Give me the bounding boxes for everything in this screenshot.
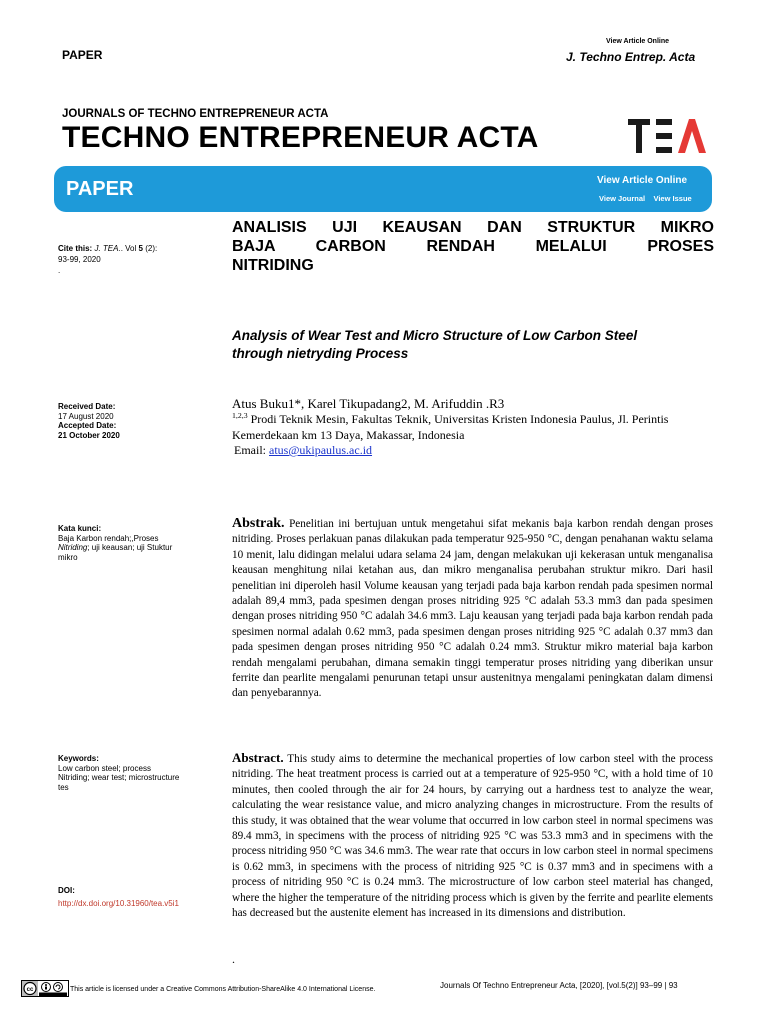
tea-logo xyxy=(628,118,706,154)
title-line-3: NITRIDING xyxy=(232,257,314,274)
logo-letter-a xyxy=(678,119,706,153)
keywords-line-2: Nitriding; wear test; microstructure xyxy=(58,773,180,783)
cite-dot: . xyxy=(58,266,61,275)
cc-license-badge[interactable] xyxy=(21,980,69,997)
keywords-line-1: Low carbon steel; process xyxy=(58,763,151,773)
kata-kunci xyxy=(58,524,198,562)
view-issue-link[interactable]: View Issue xyxy=(653,194,692,203)
kata-line-1: Baja Karbon rendah;,Proses xyxy=(58,533,159,543)
article-dates xyxy=(58,402,198,440)
keywords xyxy=(58,754,198,792)
kata-italic: Nitriding xyxy=(58,543,88,553)
keywords-line-3: tes xyxy=(58,782,69,792)
doi-link[interactable]: http://dx.doi.org/10.31960/tea.v5i1 xyxy=(58,899,179,908)
abstract xyxy=(232,750,713,921)
accepted-label: Accepted Date: xyxy=(58,421,117,431)
accepted-date: 21 October 2020 xyxy=(58,430,120,440)
header-paper-label: PAPER xyxy=(62,48,103,62)
journal-short-title: J. Techno Entrep. Acta xyxy=(566,50,696,64)
abstrak xyxy=(232,516,713,702)
affiliation xyxy=(232,411,714,443)
email-line xyxy=(234,443,372,458)
keywords-label: Keywords: xyxy=(58,754,99,763)
cite-issue: (2): xyxy=(145,244,158,253)
banner-view-article-link[interactable]: View Article Online xyxy=(597,175,688,186)
sa-icon xyxy=(54,983,63,992)
cite-volnum: 5 xyxy=(138,244,143,253)
journal-name-small: JOURNALS OF TECHNO ENTREPRENEUR ACTA xyxy=(62,108,329,120)
view-journal-link[interactable]: View Journal xyxy=(599,194,646,203)
banner-paper-label: PAPER xyxy=(66,178,134,200)
doi-label: DOI: xyxy=(58,886,75,895)
abstrak-heading: Abstrak. xyxy=(232,516,285,531)
received-label: Received Date: xyxy=(58,402,116,411)
subtitle-line-2: through nietryding Process xyxy=(232,346,409,361)
svg-text:cc: cc xyxy=(26,987,34,993)
affiliation-sup: 1,2,3 xyxy=(232,411,248,420)
abstrak-text: Penelitian ini bertujuan untuk mengetahui sifat mekanis baja karbon rendah dengan proses nitriding. Proses perlakuan panas dilakukan pada temperatur 925-950 °C, dengan penahanan waktu selama 10 menit, lalu didingan melalui udara selama 24 jam, dengan melakukan uji kekerasan untuk menganalisa keausan menghitung nilai ketahan aus, dan mikro menganalisa perubahan struktur mikro. Dari hasil penelitian ini diperoleh hasil Volume keausan yang terjadi pada baja karbon rendah pada spesimen normal adalah 89,4 mm3, pada spesimen dengan proses nitriding 925 °C adalah 53.3 mm3 dan pada spesimen dengan proses nitriding 950 °C adalah 34.6 mm3. Laju keausan yang terjadi pada baja karbon rendah pada spesimen normal adalah 0.62 mm3, pada spesimen dengan proses nitriding 925 °C adalah 0.37 mm3 dan pada spesimen dengan proses nitriding 950 °C adalah 0.24 mm3. Struktur mikro material baja karbon rendah mengalami perubahan, dimana semakin tinggi temperatur proses nitriding yang diberikan unsur ferrite dan pearlite mengalami penurunan tetapi unsur austenitnya mengalami peningkatan dalam dimensi dan penyebarannya. xyxy=(232,518,714,700)
paper-banner xyxy=(54,166,712,212)
journal-name-big: TECHNO ENTREPRENEUR ACTA xyxy=(62,121,539,154)
subtitle-line-1: Analysis of Wear Test and Micro Structure of Low Carbon Steel xyxy=(232,328,638,343)
abstract-heading: Abstract. xyxy=(232,750,284,765)
doi-block xyxy=(58,884,198,910)
cite-this xyxy=(58,243,188,276)
abstract-text: This study aims to determine the mechanical properties of low carbon steel with the process nitriding. The heat treatment process is carried out at a temperature of 925-950 °C, with a hold time of 10 minutes, then cooled through the air for 24 hours, by carrying out a hardness test to analyze the wear, calculating the wear resistance value, and micro analyzing changes in microstructure. From the results of this study, it was obtained that the wear volume that occurred in low carbon steel in normal specimens was 89.4 mm3, in specimens with the process of nitriding 925 °C was 53.3 mm3 and in specimens with the process nitriding 950 °C was 34.6 mm3. The wear rate that occurs in low carbon steel in normal specimens is 0.62 mm3, in specimens with the process of nitriding 925 °C is 0.37 mm3 and in specimens with a process of nitriding 950 °C is 0.24 mm3. The microstructure of low carbon steel material has changed, where the higher the temperature of the nitriding process which is given by the ferrite and pearlite elements has decreased but the austenite element has increased in its dimensions and distribution. xyxy=(232,753,713,920)
affiliation-line-1: Prodi Teknik Mesin, Fakultas Teknik, Universitas Kristen Indonesia Paulus, Jl. Perintis xyxy=(250,412,669,426)
license-text: This article is licensed under a Creative Commons Attribution-ShareAlike 4.0 International License. xyxy=(70,986,376,993)
view-article-online-link[interactable]: View Article Online xyxy=(606,38,670,45)
title-line-1: ANALISIS UJI KEAUSAN DAN STRUKTUR MIKRO xyxy=(232,219,714,236)
title-line-2: BAJA CARBON RENDAH MELALUI PROSES xyxy=(232,238,714,255)
footer-citation: Journals Of Techno Entrepreneur Acta, [2020], [vol.5(2)] 93–99 | 93 xyxy=(440,981,678,990)
affiliation-line-2: Kemerdekaan km 13 Daya, Makassar, Indonesia xyxy=(232,428,465,442)
received-date: 17 August 2020 xyxy=(58,411,114,421)
email-link[interactable]: atus@ukipaulus.ac.id xyxy=(269,443,373,457)
email-label: Email: xyxy=(234,443,266,457)
logo-letter-e xyxy=(656,119,672,153)
cite-journal: J. TEA. xyxy=(94,244,121,253)
cite-vol: . Vol xyxy=(120,244,137,253)
kata-line-3: mikro xyxy=(58,552,78,562)
authors: Atus Buku1*, Karel Tikupadang2, M. Arifuddin .R3 xyxy=(232,396,505,411)
kata-line-2: ; uji keausan; uji Stuktur xyxy=(87,543,173,553)
article-title xyxy=(232,218,714,275)
banner-links xyxy=(599,194,692,203)
logo-letter-t xyxy=(628,119,650,153)
trailing-dot: . xyxy=(232,952,235,966)
article-subtitle xyxy=(232,327,714,363)
kata-label: Kata kunci: xyxy=(58,524,102,533)
cite-label: Cite this: xyxy=(58,244,93,253)
cite-pages: 93-99, 2020 xyxy=(58,255,101,264)
